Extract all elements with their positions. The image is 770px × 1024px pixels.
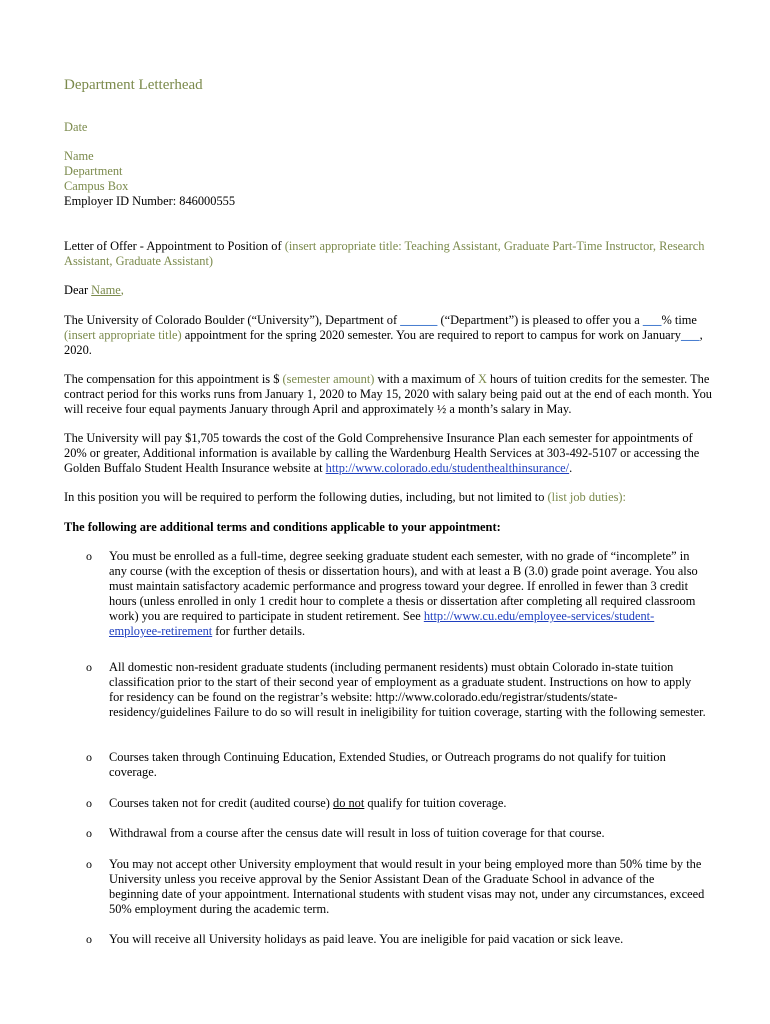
salutation-name: Name	[91, 283, 121, 297]
tuition-hours-placeholder: X	[478, 372, 487, 386]
campus-box: Campus Box	[64, 179, 129, 193]
department-letterhead: Department Letterhead	[64, 77, 203, 93]
salutation-dear: Dear	[64, 283, 92, 297]
do-not-emphasis: do not	[333, 796, 365, 810]
insurance-paragraph	[64, 431, 714, 476]
offer-text-4: appointment for the spring 2020 semester. You are required to report to campus for work on January	[181, 328, 681, 342]
offer-text-1: The University of Colorado Boulder (“University”), Department of	[64, 313, 401, 327]
holidays-term: You will receive all University holidays as paid leave. You are ineligible for paid vacation or sick leave.	[109, 932, 624, 946]
bullet-marker: o	[86, 549, 92, 563]
recipient-department: Department	[64, 164, 123, 178]
compensation-text-3: hours of tuition credits for the semester. The contract period for this works runs from January 1, 2020 to May 15, 2020 with salary being paid out at the end of each month. You will receive four equal payments January through April and approximately ½ a month’s salary in May.	[64, 372, 712, 416]
percent-blank: ___	[642, 313, 662, 327]
compensation-text-2: with a maximum of	[374, 372, 478, 386]
bullet-marker: o	[86, 826, 92, 840]
date-placeholder: Date	[64, 120, 88, 134]
audited-text-1: Courses taken not for credit (audited course)	[109, 796, 333, 810]
insurance-period: .	[569, 461, 573, 475]
subject-title-placeholder: (insert appropriate title: Teaching Assistant, Graduate Part-Time Instructor, Research Assistant, Graduate Assistant)	[64, 239, 705, 268]
recipient-name: Name	[64, 149, 94, 163]
bullet-marker: o	[86, 796, 92, 810]
employer-id: Employer ID Number: 846000555	[64, 194, 236, 208]
employment-limit-term: You may not accept other University employment that would result in your being employed more than 50% time by the University unless you receive approval by the Senior Assistant Dean of the Graduate School in advance of the beginning date of your appointment. International students with student visas may not, under any circumstances, exceed 50% employment during the academic term.	[109, 857, 705, 916]
compensation-text-1: The compensation for this appointment is $	[64, 372, 283, 386]
enrollment-term	[109, 549, 706, 639]
salutation-comma: ,	[120, 283, 124, 297]
retirement-link[interactable]: http://www.cu.edu/employee-services/student-employee-retirement	[109, 609, 655, 638]
audited-text-2: qualify for tuition coverage.	[364, 796, 507, 810]
bullet-marker: o	[86, 857, 92, 871]
bullet-marker: o	[86, 932, 92, 946]
withdrawal-term: Withdrawal from a course after the census date will result in loss of tuition coverage for that course.	[109, 826, 605, 840]
letter-subject	[64, 239, 714, 269]
terms-heading: The following are additional terms and conditions applicable to your appointment:	[64, 520, 501, 534]
job-duties-placeholder: (list job duties):	[547, 490, 627, 504]
semester-amount-placeholder: (semester amount)	[282, 372, 375, 386]
insurance-text: The University will pay $1,705 towards the cost of the Gold Comprehensive Insurance Plan each semester for appointments of 20% or greater, Additional information is available by calling the Wardenburg Health Services at 303-492-5107 or accessing the Golden Buffalo Student Health Insurance website at	[64, 431, 700, 475]
duties-paragraph	[64, 490, 714, 505]
offer-text-3: % time	[661, 313, 697, 327]
offer-paragraph	[64, 313, 714, 358]
bullet-marker: o	[86, 660, 92, 674]
audited-course-term	[109, 796, 706, 811]
start-day-blank: ___	[680, 328, 700, 342]
compensation-paragraph	[64, 372, 714, 417]
address-block	[64, 149, 714, 209]
duties-text: In this position you will be required to perform the following duties, including, but not limited to	[64, 490, 548, 504]
department-blank: ______	[400, 313, 438, 327]
title-placeholder: (insert appropriate title)	[64, 328, 182, 342]
residency-term: All domestic non-resident graduate students (including permanent residents) must obtain Colorado in-state tuition classification prior to the start of their second year of employment as a graduate student. Instructions on how to apply for residency can be found on the registrar’s website: http://www.colorado.edu/registrar/students/state-residency/guidelines Failure to do so will result in ineligibility for tuition coverage, starting with the following semester.	[109, 660, 706, 719]
offer-text-5: , 2020.	[64, 328, 703, 357]
offer-text-2: (“Department”) is pleased to offer you a	[437, 313, 643, 327]
subject-prefix: Letter of Offer - Appointment to Position of	[64, 239, 285, 253]
salutation	[64, 283, 714, 298]
enrollment-text-end: for further details.	[212, 624, 306, 638]
health-insurance-link[interactable]: http://www.colorado.edu/studenthealthinsurance/	[325, 461, 570, 475]
bullet-marker: o	[86, 750, 92, 764]
enrollment-text: You must be enrolled as a full-time, degree seeking graduate student each semester, with no grade of “incomplete” in any course (with the exception of thesis or dissertation hours), and with at least a B (3.0) grade point average. You also must maintain satisfactory academic performance and progress toward your degree. If enrolled in fewer than 3 credit hours (unless enrolled in only 1 credit hour to complete a thesis or dissertation after completing all required classroom work) you are required to participate in student retirement. See	[109, 549, 698, 623]
continuing-ed-term: Courses taken through Continuing Education, Extended Studies, or Outreach programs do not qualify for tuition coverage.	[109, 750, 666, 779]
